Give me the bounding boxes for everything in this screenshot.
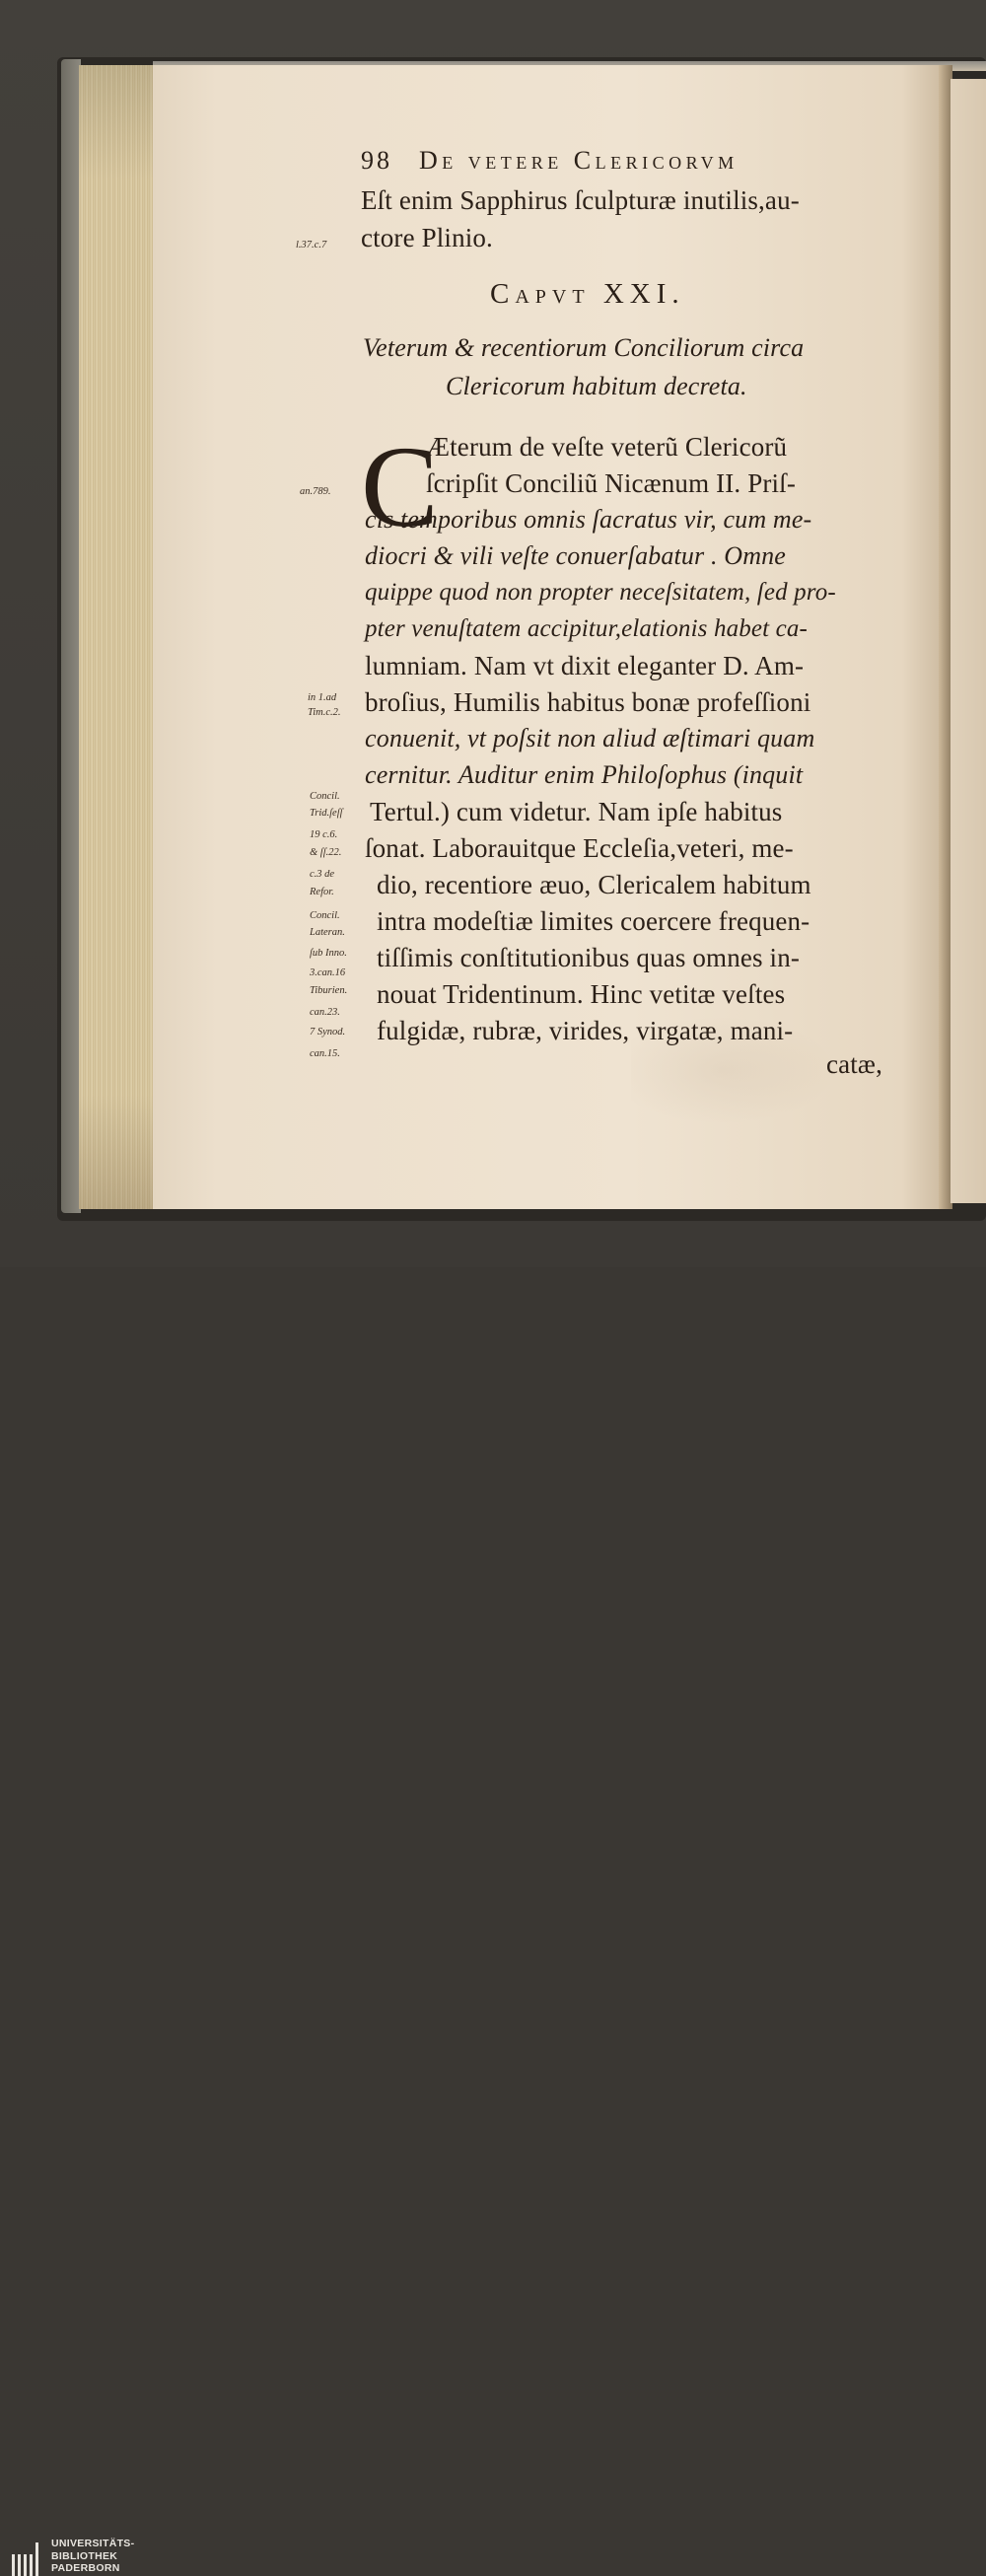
body-line: fulgidæ, rubræ, virides, virgatæ, mani-: [377, 1016, 794, 1045]
margin-note: an.789.: [300, 486, 331, 497]
body-line: cernitur. Auditur enim Philoſophus (inquit: [365, 760, 804, 789]
chapter-subtitle: Veterum & recentiorum Conciliorum circa: [363, 333, 805, 362]
body-line: ſonat. Laborauitque Eccleſia,veteri, me-: [365, 833, 794, 863]
margin-note: Trid.ſeſſ: [310, 808, 343, 819]
margin-note: 19 c.6.: [310, 829, 338, 840]
body-line: intra modeſtiæ limites coercere frequen-: [377, 906, 810, 936]
chapter-subtitle: Clericorum habitum decreta.: [446, 372, 747, 400]
body-line: nouat Tridentinum. Hinc vetitæ veſtes: [377, 979, 786, 1009]
chapter-title: Capvt XXI.: [490, 278, 685, 310]
margin-note: Lateran.: [310, 927, 345, 938]
body-line: pter venuſtatem accipitur,elationis habet ca-: [365, 615, 809, 642]
margin-note: Concil.: [310, 910, 340, 921]
facing-page-edge: [951, 79, 986, 1203]
body-line: broſius, Humilis habitus bonæ profeſſioni: [365, 687, 811, 717]
margin-note: c.3 de: [310, 869, 335, 880]
body-line: conuenit, vt poſsit non aliud æſtimari quam: [365, 724, 815, 752]
body-line: diocri & vili veſte conuerſabatur . Omne: [365, 541, 786, 570]
library-logo-icon: [12, 2542, 45, 2576]
library-name-line: BIBLIOTHEK: [51, 2549, 118, 2562]
fore-edge-shading: [79, 65, 156, 1209]
body-line: cis temporibus omnis ſacratus vir, cum me-: [365, 505, 812, 534]
margin-note: Refor.: [310, 887, 334, 897]
catchword: catæ,: [826, 1049, 882, 1079]
body-line: lumniam. Nam vt dixit eleganter D. Am-: [365, 651, 805, 680]
body-line: Tertul.) cum videtur. Nam ipſe habitus: [370, 797, 783, 826]
margin-note: 7 Synod.: [310, 1027, 346, 1038]
margin-note: Tiburien.: [310, 985, 348, 996]
scan-background: [0, 0, 986, 1267]
book-cover-edge: [61, 59, 81, 1213]
library-name-line: PADERBORN: [51, 2562, 120, 2574]
running-title: De vetere Clericorvm: [419, 146, 739, 175]
body-line: tiſſimis conſtitutionibus quas omnes in-: [377, 943, 800, 972]
body-line: ctore Plinio.: [361, 223, 493, 252]
library-name: [51, 2538, 134, 2575]
margin-note: l.37.c.7: [296, 240, 327, 250]
page-number: 98: [361, 146, 392, 175]
margin-note: & ſſ.22.: [310, 847, 342, 858]
library-name-line: UNIVERSITÄTS-: [51, 2538, 135, 2549]
margin-note: ſub Inno.: [310, 948, 347, 959]
body-line: dio, recentiore æuo, Clericalem habitum: [377, 870, 811, 899]
margin-note: 3.can.16: [310, 967, 346, 978]
body-line: quippe quod non propter neceſsitatem, ſed pro-: [365, 579, 836, 606]
body-line: Æterum de veſte veterũ Clericorũ: [426, 432, 788, 462]
margin-note: in 1.ad: [308, 692, 337, 703]
margin-note: Concil.: [310, 791, 340, 802]
body-line: Eſt enim Sapphirus ſculpturæ inutilis,au-: [361, 185, 800, 215]
body-line: ſcripſit Conciliũ Nicænum II. Priſ-: [426, 468, 796, 498]
drop-capital: C: [361, 422, 439, 551]
footer-bar: [0, 1267, 986, 2574]
margin-note: Tim.c.2.: [308, 707, 341, 718]
margin-note: can.23.: [310, 1007, 340, 1018]
margin-note: can.15.: [310, 1048, 340, 1059]
